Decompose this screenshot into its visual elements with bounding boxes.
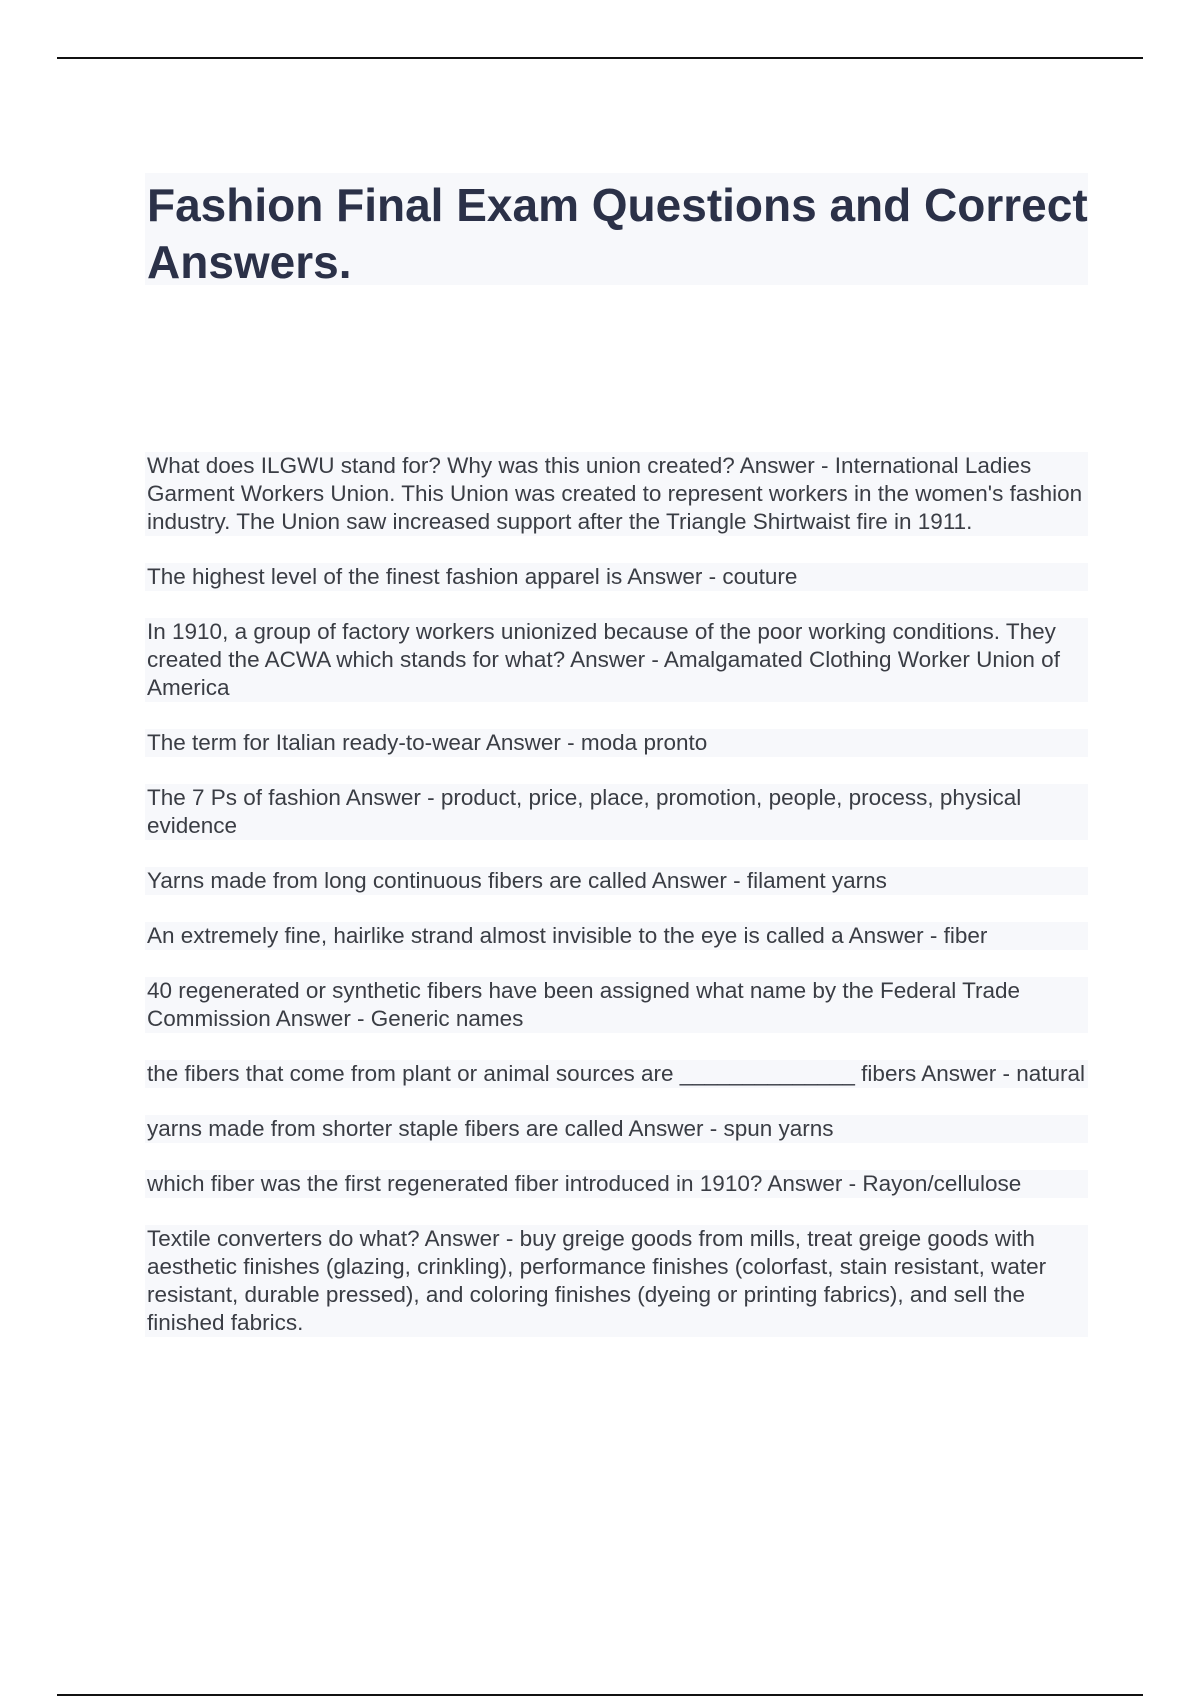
- qa-item-8: 40 regenerated or synthetic fibers have been assigned what name by the Federal Trade Commission Answer - Generic names: [145, 977, 1088, 1033]
- qa-list: [145, 452, 1088, 1364]
- qa-item-7: An extremely fine, hairlike strand almost invisible to the eye is called a Answer - fiber: [145, 922, 1088, 950]
- qa-item-1: What does ILGWU stand for? Why was this union created? Answer - International Ladies Garment Workers Union. This Union was created to represent workers in the women's fashion industry. The Union saw increased support after the Triangle Shirtwaist fire in 1911.: [145, 452, 1088, 536]
- qa-item-2: The highest level of the finest fashion apparel is Answer - couture: [145, 563, 1088, 591]
- bottom-rule: [57, 1694, 1143, 1696]
- qa-item-4: The term for Italian ready-to-wear Answer - moda pronto: [145, 729, 1088, 757]
- qa-item-6: Yarns made from long continuous fibers are called Answer - filament yarns: [145, 867, 1088, 895]
- qa-item-11: which fiber was the first regenerated fiber introduced in 1910? Answer - Rayon/cellulose: [145, 1170, 1088, 1198]
- qa-item-3: In 1910, a group of factory workers unionized because of the poor working conditions. They created the ACWA which stands for what? Answer - Amalgamated Clothing Worker Union of America: [145, 618, 1088, 702]
- qa-item-12: Textile converters do what? Answer - buy greige goods from mills, treat greige goods with aesthetic finishes (glazing, crinkling), performance finishes (colorfast, stain resistant, water resistant, durable pressed), and coloring finishes (dyeing or printing fabrics), and sell the finished fabrics.: [145, 1225, 1088, 1337]
- qa-item-10: yarns made from shorter staple fibers are called Answer - spun yarns: [145, 1115, 1088, 1143]
- qa-item-9: the fibers that come from plant or animal sources are ______________ fibers Answer - natural: [145, 1060, 1088, 1088]
- qa-item-5: The 7 Ps of fashion Answer - product, price, place, promotion, people, process, physical evidence: [145, 784, 1088, 840]
- top-rule: [57, 57, 1143, 59]
- title-block: [145, 173, 1088, 288]
- document-title: Fashion Final Exam Questions and Correct Answers.: [147, 179, 1088, 288]
